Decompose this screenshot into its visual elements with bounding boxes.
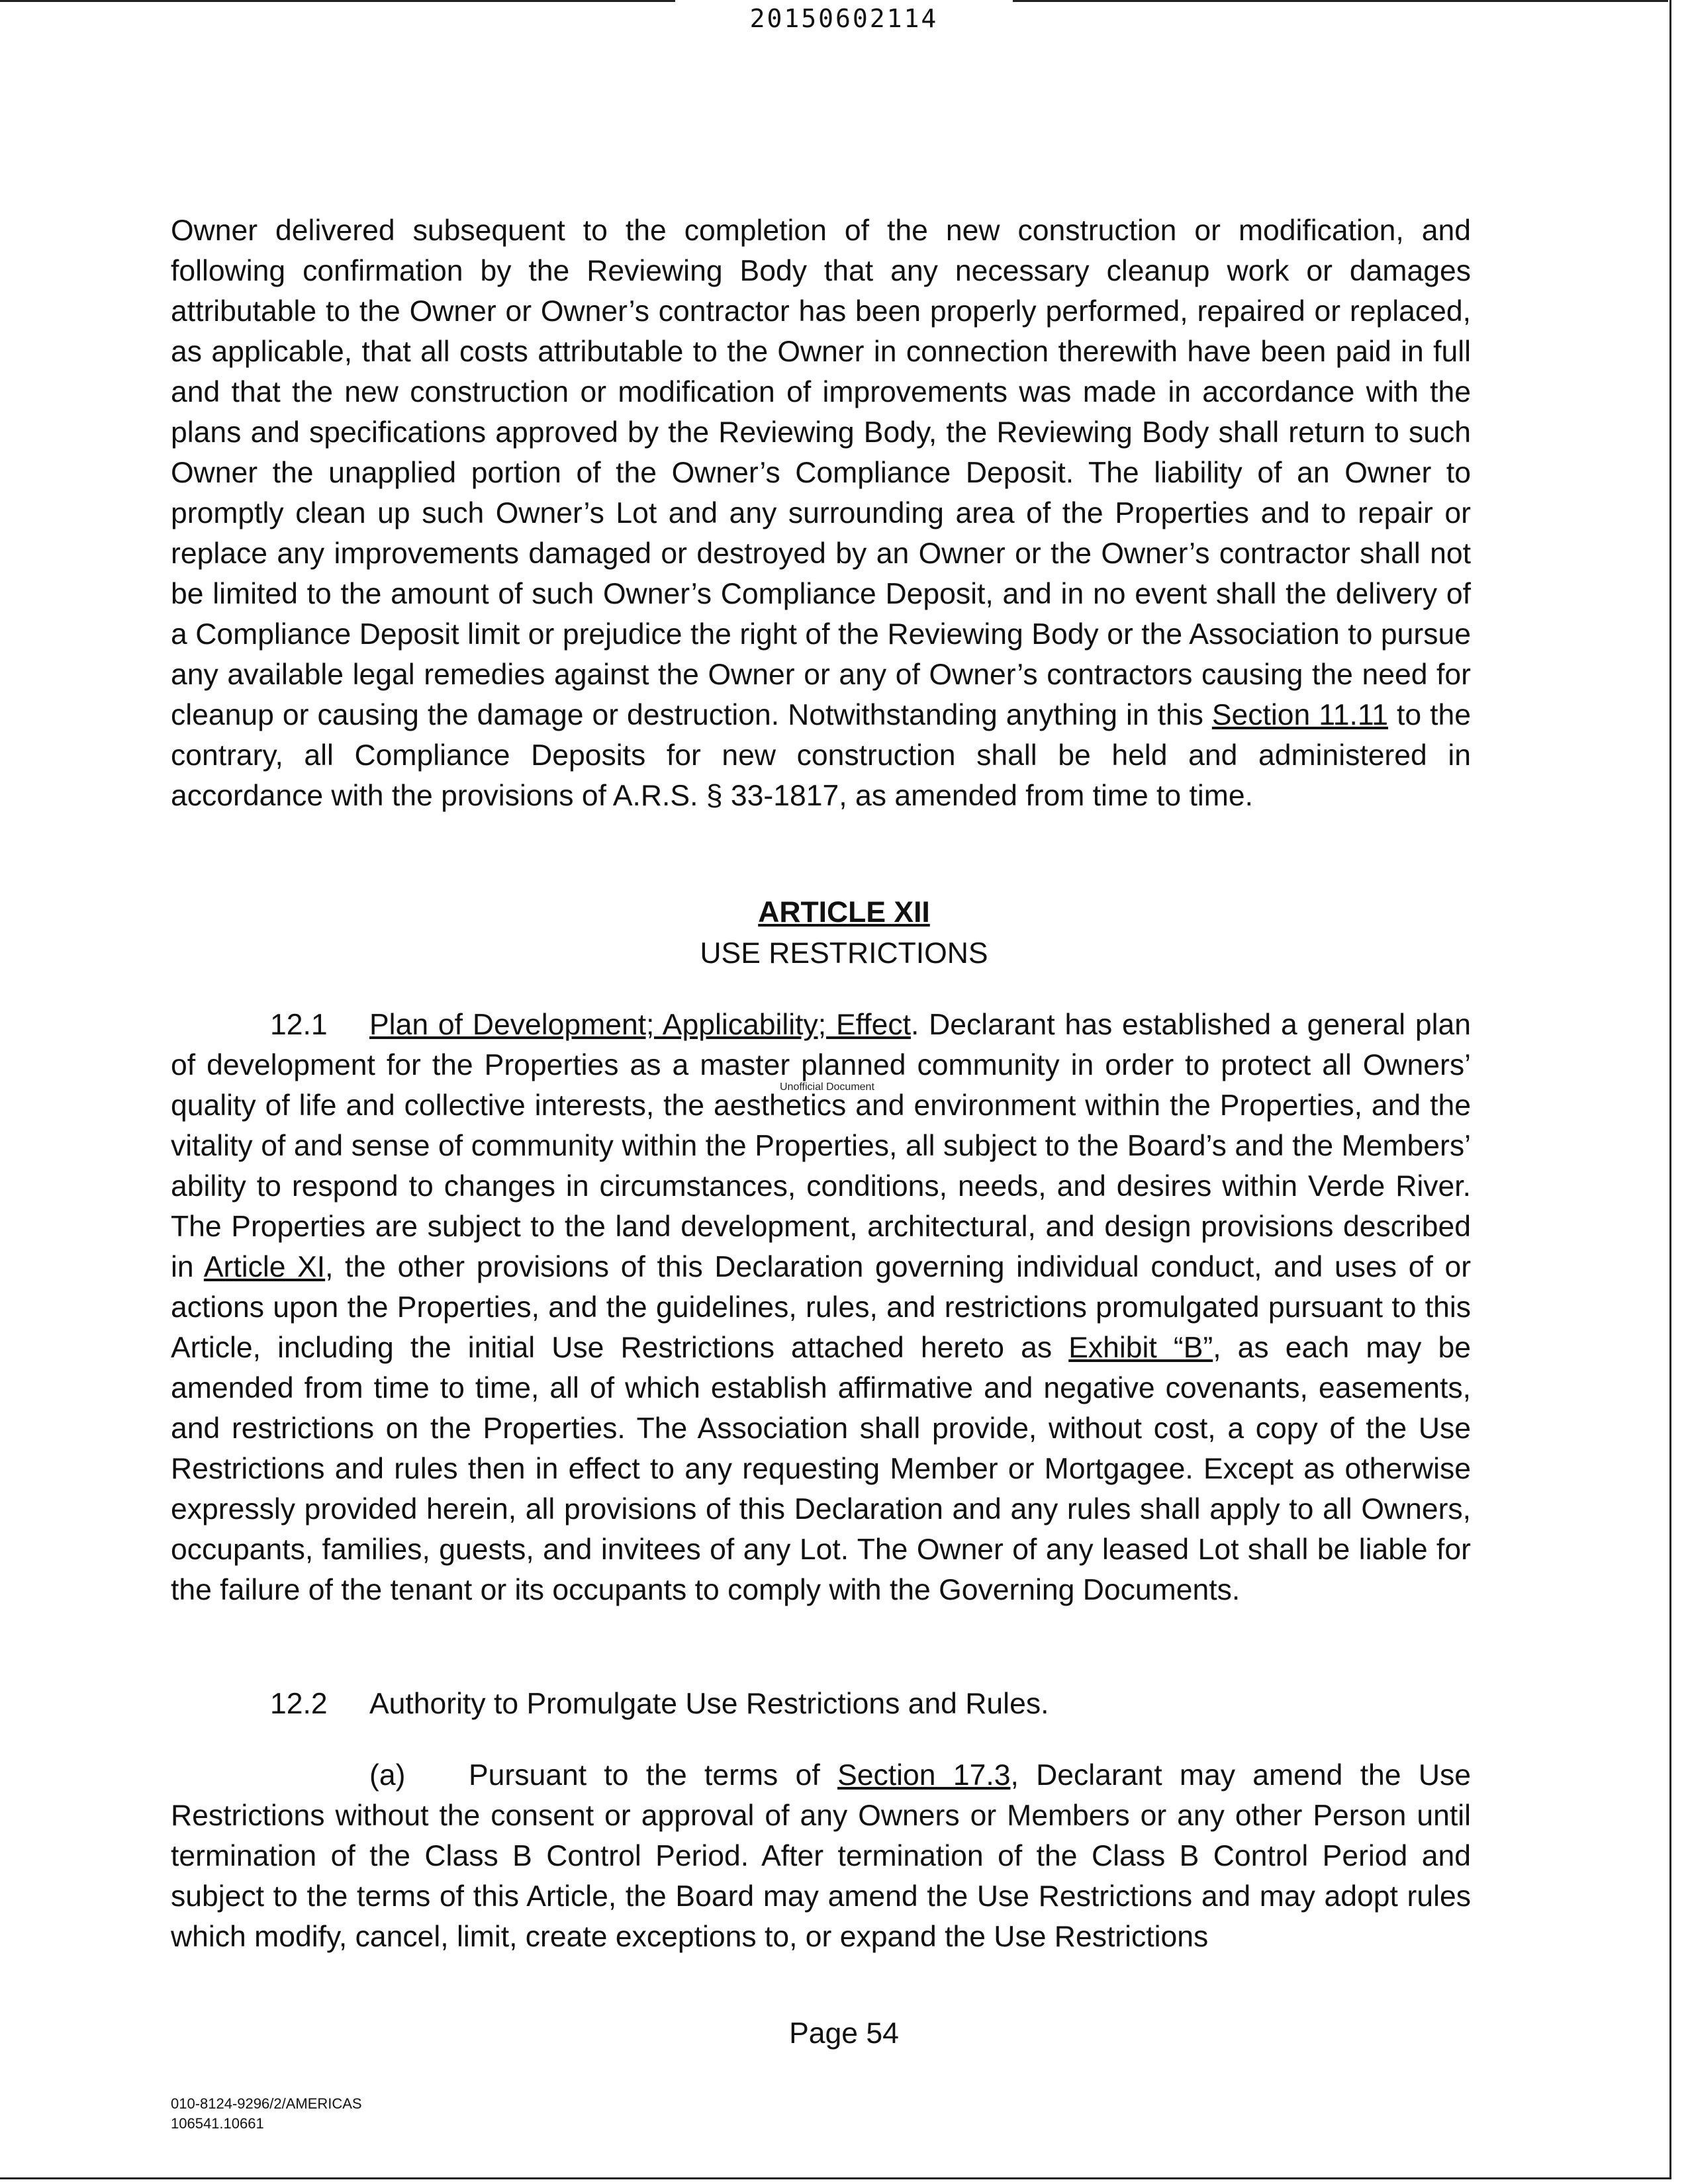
footer-doc-id-line-1: 010-8124-9296/2/AMERICAS bbox=[171, 2095, 362, 2112]
article-reference: Article XI bbox=[203, 1251, 326, 1283]
section-number: 12.2 bbox=[270, 1688, 328, 1720]
section-reference: Section 17.3 bbox=[837, 1759, 1011, 1792]
paragraph-text: , as each may be amended from time to time, all of which establish affirmative and negative covenants, easements, and restrictions on the Properties. The Association shall provide, without cost, a copy of the Use Restrictions and rules then in effect to any requesting Member or Mortgagee. Except as otherwise expressly provided herein, all provisions of this Declaration and any rules shall apply to all Owners, occupants, families, guests, and invitees of any Lot. The Owner of any leased Lot shall be liable for the failure of the tenant or its occupants to comply with the Governing Documents. bbox=[171, 1332, 1471, 1606]
section-12-1-paragraph bbox=[171, 1005, 1471, 1610]
section-number: 12.1 bbox=[270, 1009, 328, 1041]
subsection-label: (a) bbox=[369, 1759, 406, 1792]
bottom-border bbox=[0, 2177, 1671, 2179]
subsection-a-paragraph bbox=[171, 1755, 1471, 1957]
section-heading: Plan of Development; Applicability; Effect bbox=[369, 1009, 911, 1041]
paragraph-text: , Declarant may amend the Use Restrictions without the consent or approval of any Owners or Members or any other Person until termination of the Class B Control Period. After termination of the Class B Control Period and subject to the terms of this Article, the Board may amend the Use Restrictions and may adopt rules which modify, cancel, limit, create exceptions to, or expand the Use Restrictions bbox=[171, 1759, 1472, 1953]
article-title-heading: USE RESTRICTIONS bbox=[700, 937, 988, 970]
exhibit-reference: Exhibit “B” bbox=[1068, 1332, 1213, 1364]
right-border bbox=[1669, 0, 1671, 2177]
section-title: Authority to Promulgate Use Restrictions and Rules. bbox=[369, 1688, 1049, 1720]
paragraph-text: . Declarant has established a general plan of development for the Properties as a master planned community in order to protect all Owners’ quality of life and collective interests, the aesthetics and environment within the Properties, and the vitality of and sense of community within the Properties, all subject to the Board’s and the Members’ ability to respond to changes in circumstances, conditions, needs, and desires within Verde River. The Properties are subject to the land development, architectural, and design provisions described in bbox=[171, 1009, 1472, 1283]
continuation-paragraph bbox=[171, 210, 1471, 816]
article-number-heading: ARTICLE XII bbox=[758, 896, 930, 929]
section-12-2-heading bbox=[270, 1684, 1462, 1724]
top-border-right bbox=[1013, 0, 1668, 2]
top-border-left bbox=[0, 0, 675, 2]
footer-doc-id-line-2: 106541.10661 bbox=[171, 2115, 264, 2132]
section-reference-link: Section 11.11 bbox=[1211, 699, 1389, 731]
paragraph-text: Pursuant to the terms of bbox=[469, 1759, 838, 1792]
unofficial-watermark: Unofficial Document bbox=[780, 1081, 874, 1093]
recording-number: 20150602114 bbox=[749, 4, 939, 33]
paragraph-text: to the contrary, all Compliance Deposits for new construction shall be held and administered in accordance with the provisions of A.R.S. § 33-1817, as amended from time to time. bbox=[171, 699, 1471, 812]
paragraph-text: Owner delivered subsequent to the completion of the new construction or modification, and following confirmation by the Reviewing Body that any necessary cleanup work or damages attributable to the Owner or Owner’s contractor has been properly performed, repaired or replaced, as applicable, that all costs attributable to the Owner in connection therewith have been paid in full and that the new construction or modification of improvements was made in accordance with the plans and specifications approved by the Reviewing Body, the Reviewing Body shall return to such Owner the unapplied portion of the Owner’s Compliance Deposit. The liability of an Owner to promptly clean up such Owner’s Lot and any surrounding area of the Properties and to repair or replace any improvements damaged or destroyed by an Owner or the Owner’s contractor shall not be limited to the amount of such Owner’s Compliance Deposit, and in no event shall the delivery of a Compliance Deposit limit or prejudice the right of the Reviewing Body or the Association to pursue any available legal remedies against the Owner or any of Owner’s contractors causing the need for cleanup or causing the damage or destruction. Notwithstanding anything in this bbox=[171, 214, 1471, 731]
page-number: Page 54 bbox=[789, 2017, 899, 2050]
paragraph-text: , the other provisions of this Declaration governing individual conduct, and uses of or actions upon the Properties, and the guidelines, rules, and restrictions promulgated pursuant to this Article, including the initial Use Restrictions attached hereto as bbox=[171, 1251, 1472, 1364]
